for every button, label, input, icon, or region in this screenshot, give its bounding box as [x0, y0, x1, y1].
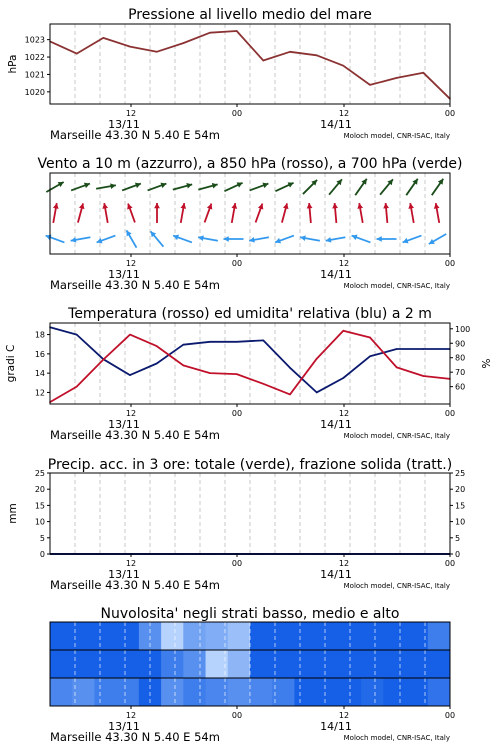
panel-title: Vento a 10 m (azzurro), a 850 hPa (rosso), a 700 hPa (verde) [37, 156, 463, 172]
x-date-label: 14/11 [320, 418, 352, 431]
wind-arrow [377, 236, 397, 242]
pressure-line-point [423, 72, 425, 74]
cloud-cell [383, 622, 406, 650]
wind-panel [37, 156, 462, 292]
panel-title: Nuvolosita' negli strati basso, medio e alto [100, 606, 400, 622]
humidity-line-point [156, 363, 158, 365]
temperature-line-point [183, 365, 185, 367]
temperature-line-point [396, 367, 398, 369]
location-label: Marseille 43.30 N 5.40 E 54m [50, 428, 220, 442]
wind-arrow [205, 204, 213, 223]
y-axis-label: mm [7, 503, 19, 524]
y-tick-label: 0 [455, 550, 461, 559]
x-tick-label: 00 [444, 259, 456, 268]
humidity-line-point [183, 344, 185, 346]
plot-border [50, 473, 450, 554]
wind-arrow [71, 183, 90, 191]
cloud-cell [72, 622, 95, 650]
cloud-cell [317, 678, 340, 706]
y-tick-label: 12 [34, 388, 45, 398]
wind-arrow [357, 203, 363, 223]
cloud-cell [294, 650, 317, 678]
y-tick-label: 25 [455, 469, 466, 478]
wind-arrow [46, 182, 63, 192]
humidity-line-point [423, 348, 425, 350]
temperature-line-point [103, 359, 105, 361]
model-credit: Moloch model, CNR-ISAC, Italy [343, 734, 450, 742]
x-tick-label: 12 [338, 259, 350, 268]
temperature-line-point [423, 375, 425, 377]
wind-arrow [326, 237, 346, 243]
pressure-line-point [129, 46, 131, 48]
temperature-line-point [369, 337, 371, 339]
wind-arrow [173, 183, 192, 190]
cloud-cell [94, 650, 117, 678]
cloud-cell [272, 622, 295, 650]
cloud-cell [228, 678, 251, 706]
x-date-label: 14/11 [320, 720, 352, 733]
cloud-cell [117, 678, 140, 706]
wind-arrow [380, 179, 393, 194]
wind-arrow [96, 183, 116, 189]
wind-arrow [300, 235, 320, 241]
x-tick-label: 12 [338, 409, 350, 418]
pressure-line-point [263, 60, 265, 62]
y-tick-label: 5 [39, 533, 45, 543]
wind-arrow [102, 203, 108, 223]
y-tick-label: 15 [455, 501, 466, 511]
cloud-cell [361, 650, 384, 678]
y-tick-label: 10 [34, 517, 45, 527]
pressure-line-point [369, 84, 371, 86]
x-tick-label: 00 [231, 409, 243, 418]
y-tick-label: 16 [34, 349, 45, 359]
wind-arrow [71, 237, 91, 243]
wind-arrow [429, 234, 446, 244]
wind-arrow [432, 179, 443, 195]
pressure-line-point [396, 77, 398, 79]
wind-arrow [224, 182, 242, 191]
y-axis-label: gradi C [5, 344, 17, 383]
y-tick-label: 60 [455, 382, 466, 392]
cloud-cell [50, 650, 73, 678]
humidity-line-point [369, 355, 371, 357]
cloud-cell [361, 678, 384, 706]
y-tick-label: 90 [455, 339, 466, 349]
humidity-line-point [76, 334, 78, 336]
y-axis-label: % [481, 358, 493, 369]
pressure-panel [7, 7, 455, 142]
y-tick-label: 0 [39, 550, 45, 559]
wind-arrow-head [154, 203, 160, 208]
x-tick-label: 12 [125, 409, 137, 418]
wind-arrow [231, 203, 237, 223]
pressure-line-point [76, 53, 78, 55]
cloud-cell [94, 622, 117, 650]
cloud-cell [50, 678, 73, 706]
y-tick-label: 10 [455, 517, 466, 527]
wind-arrow-head [307, 203, 313, 208]
x-date-label: 13/11 [108, 568, 140, 581]
cloud-cell [72, 678, 95, 706]
x-tick-label: 12 [125, 109, 137, 118]
wind-arrow-head [383, 203, 389, 208]
cloud-cell [183, 678, 206, 706]
y-tick-label: 20 [455, 485, 466, 495]
y-tick-label: 25 [34, 469, 45, 478]
wind-arrow-head [332, 203, 338, 208]
temperature-line-point [209, 372, 211, 374]
humidity-line-point [236, 341, 238, 343]
cloud-cell [361, 622, 384, 650]
wind-arrow [408, 203, 414, 223]
x-date-label: 13/11 [108, 118, 140, 131]
wind-arrow [78, 203, 85, 222]
wind-arrow [403, 236, 422, 244]
wind-arrow [256, 204, 264, 223]
x-tick-label: 00 [231, 559, 243, 568]
location-label: Marseille 43.30 N 5.40 E 54m [50, 128, 220, 142]
x-tick-label: 12 [338, 711, 350, 720]
temperature-line-point [76, 386, 78, 388]
wind-arrow [53, 203, 59, 223]
humidity-line-point [343, 377, 345, 379]
humidity-line-point [209, 341, 211, 343]
wind-arrow [127, 204, 135, 223]
y-tick-label: 18 [34, 330, 45, 340]
cloud-cell [294, 678, 317, 706]
cloud-cell [428, 622, 451, 650]
pressure-line-point [289, 51, 291, 53]
plot-border [50, 173, 450, 254]
humidity-line-point [289, 367, 291, 369]
model-credit: Moloch model, CNR-ISAC, Italy [343, 282, 450, 290]
wind-arrow [303, 180, 317, 194]
cloud-cell [383, 650, 406, 678]
y-tick-label: 70 [455, 368, 466, 378]
wind-arrow [46, 235, 65, 243]
x-tick-label: 12 [125, 711, 137, 720]
x-tick-label: 00 [444, 711, 456, 720]
plot-border [50, 24, 450, 104]
cloud-cell [294, 622, 317, 650]
cloud-cell [161, 650, 184, 678]
wind-arrow [198, 235, 218, 241]
x-tick-label: 00 [231, 109, 243, 118]
model-credit: Moloch model, CNR-ISAC, Italy [343, 132, 450, 140]
location-label: Marseille 43.30 N 5.40 E 54m [50, 730, 220, 744]
wind-arrow-head [224, 236, 229, 242]
cloud-cell [50, 622, 73, 650]
cloud-cell [117, 622, 140, 650]
pressure-line-point [156, 51, 158, 53]
y-tick-label: 14 [34, 369, 45, 379]
cloud-cell [272, 678, 295, 706]
cloud-cell [161, 622, 184, 650]
wind-arrow [250, 183, 269, 191]
humidity-line-point [316, 392, 318, 394]
cloud-cell [161, 678, 184, 706]
temperature-line-point [343, 330, 345, 332]
panel-title: Temperatura (rosso) ed umidita' relativa (blu) a 2 m [68, 306, 432, 322]
x-tick-label: 00 [231, 711, 243, 720]
humidity-line-point [263, 340, 265, 342]
y-tick-label: 1020 [24, 87, 45, 97]
wind-arrow [282, 203, 289, 222]
cloud-cell [250, 678, 273, 706]
cloud-cell [428, 678, 451, 706]
cloud-cell [272, 650, 295, 678]
pressure-line-point [183, 42, 185, 44]
cloud-cell [428, 650, 451, 678]
y-tick-label: 1022 [24, 53, 45, 63]
x-tick-label: 12 [338, 559, 350, 568]
panel-title: Pressione al livello medio del mare [128, 7, 372, 23]
pressure-line-point [236, 30, 238, 32]
wind-arrow [332, 203, 338, 223]
cloud-cell [317, 622, 340, 650]
wind-arrow [383, 203, 389, 223]
x-tick-label: 00 [444, 109, 456, 118]
y-axis-label: hPa [7, 54, 19, 74]
wind-arrow [224, 236, 244, 242]
temperature-line-point [316, 358, 318, 360]
precipitation-panel [7, 457, 465, 592]
wind-arrow [355, 179, 366, 195]
x-tick-label: 12 [125, 559, 137, 568]
wind-arrow [154, 203, 160, 223]
wind-arrow [275, 236, 294, 244]
y-tick-label: 5 [455, 533, 461, 543]
wind-arrow [352, 235, 371, 243]
cloud-cell [250, 622, 273, 650]
x-date-label: 13/11 [108, 268, 140, 281]
wind-arrow [198, 183, 217, 190]
pressure-line-point [103, 37, 105, 39]
wind-arrow [97, 236, 116, 244]
wind-arrow [434, 203, 440, 223]
pressure-line-point [209, 32, 211, 34]
x-date-label: 14/11 [320, 568, 352, 581]
humidity-line-point [396, 348, 398, 350]
wind-arrow [148, 183, 167, 191]
wind-arrow [275, 182, 293, 191]
temperature-line-point [156, 345, 158, 347]
cloud-cell [117, 650, 140, 678]
wind-arrow [307, 203, 313, 223]
cloud-cell [94, 678, 117, 706]
model-credit: Moloch model, CNR-ISAC, Italy [343, 432, 450, 440]
cloud-cell [228, 622, 251, 650]
wind-arrow [173, 235, 192, 243]
model-credit: Moloch model, CNR-ISAC, Italy [343, 582, 450, 590]
x-tick-label: 12 [125, 259, 137, 268]
cloud-cell [383, 678, 406, 706]
location-label: Marseille 43.30 N 5.40 E 54m [50, 578, 220, 592]
y-tick-label: 80 [455, 353, 466, 363]
cloudiness-panel [50, 606, 455, 744]
y-tick-label: 20 [34, 485, 45, 495]
location-label: Marseille 43.30 N 5.40 E 54m [50, 278, 220, 292]
wind-arrow [249, 237, 269, 243]
temperature-line-point [236, 373, 238, 375]
temperature-humidity-panel [5, 306, 493, 442]
cloud-cell [250, 650, 273, 678]
y-tick-label: 1023 [24, 35, 45, 45]
x-date-label: 14/11 [320, 118, 352, 131]
wind-arrow [180, 203, 186, 223]
x-tick-label: 00 [444, 409, 456, 418]
y-tick-label: 100 [455, 324, 471, 334]
y-tick-label: 15 [34, 501, 45, 511]
wind-arrow-head [377, 236, 382, 242]
x-tick-label: 12 [338, 109, 350, 118]
wind-arrow [329, 179, 342, 194]
y-tick-label: 1021 [24, 70, 45, 80]
wind-arrow [406, 179, 417, 195]
cloud-cell [228, 650, 251, 678]
temperature-line-point [129, 334, 131, 336]
pressure-line-point [343, 65, 345, 67]
cloud-cell [317, 650, 340, 678]
pressure-line-point [316, 55, 318, 57]
x-tick-label: 00 [444, 559, 456, 568]
x-date-label: 14/11 [320, 268, 352, 281]
temperature-line-point [263, 383, 265, 385]
humidity-line-point [129, 374, 131, 376]
temperature-line-point [289, 394, 291, 396]
panel-title: Precip. acc. in 3 ore: totale (verde), frazione solida (tratt.) [47, 457, 453, 473]
x-date-label: 13/11 [108, 720, 140, 733]
cloud-cell [183, 650, 206, 678]
wind-arrow [151, 231, 164, 246]
x-tick-label: 00 [231, 259, 243, 268]
wind-arrow [127, 230, 137, 247]
cloud-cell [72, 650, 95, 678]
cloud-cell [183, 622, 206, 650]
x-date-label: 13/11 [108, 418, 140, 431]
